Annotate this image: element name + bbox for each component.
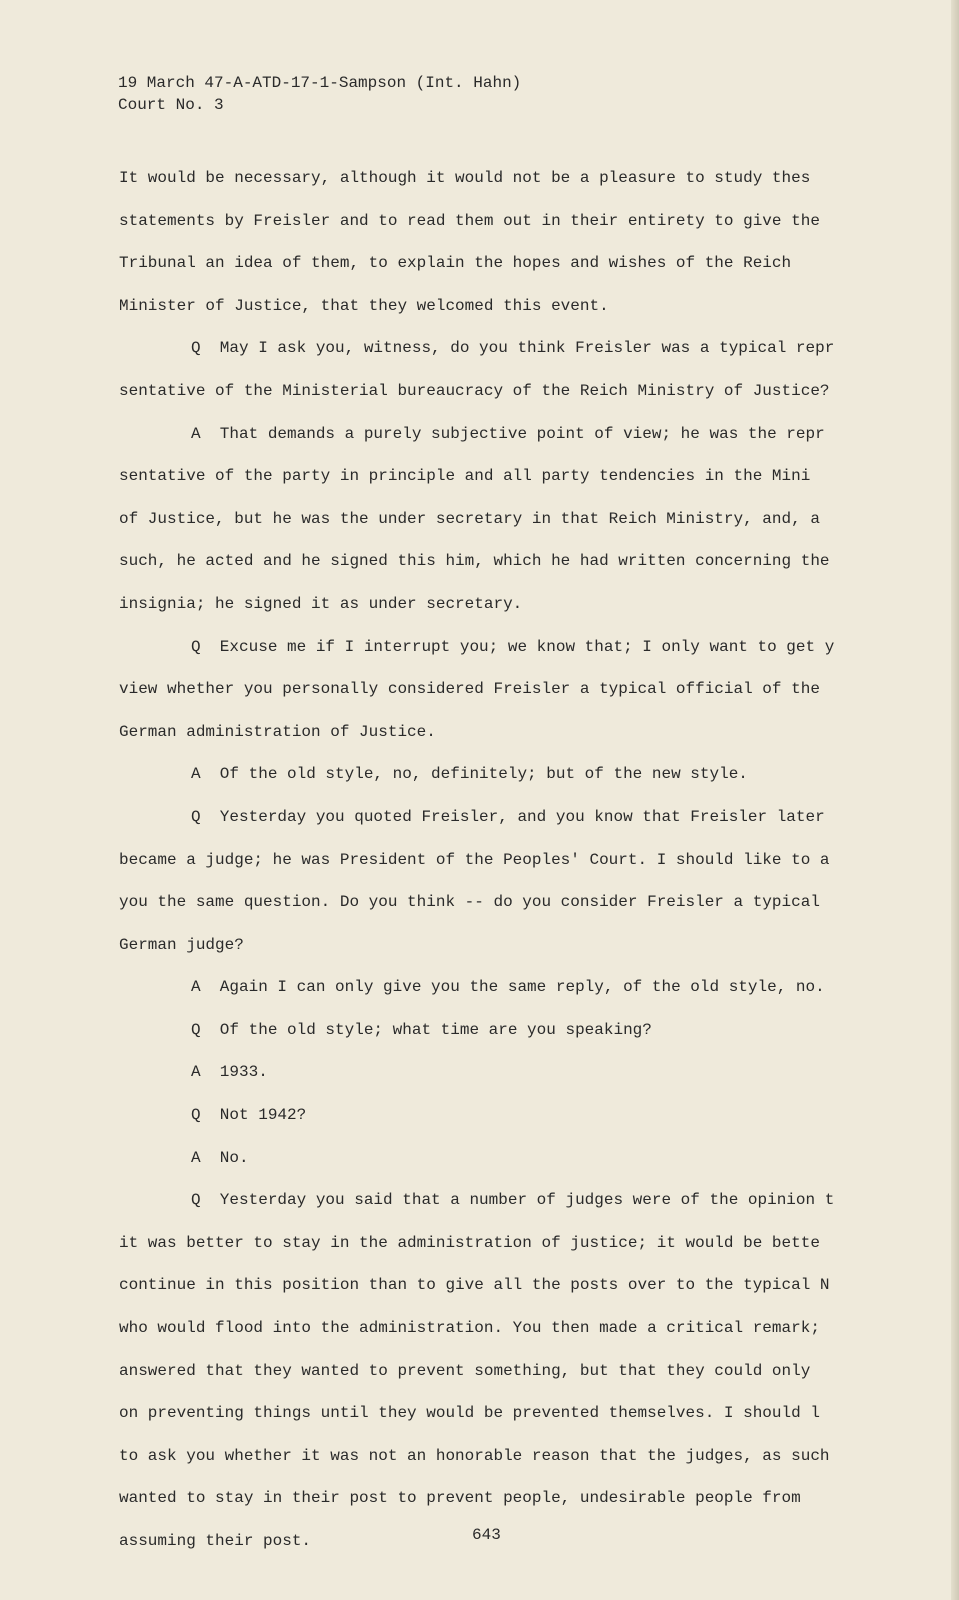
transcript-line: became a judge; he was President of the Peoples' Court. I should like to a [119, 850, 830, 869]
transcript-line: of Justice, but he was the under secretary in that Reich Ministry, and, a [119, 509, 820, 528]
transcript-line: Q Yesterday you quoted Freisler, and you know that Freisler later [191, 807, 825, 826]
transcript-line: German judge? [119, 935, 244, 954]
transcript-line: A No. [191, 1148, 249, 1167]
transcript-line: German administration of Justice. [119, 722, 436, 741]
transcript-line: insignia; he signed it as under secretary. [119, 594, 523, 613]
transcript-line: Q Not 1942? [191, 1106, 307, 1125]
transcript-line: Q Yesterday you said that a number of judges were of the opinion t [191, 1191, 835, 1210]
transcript-line: sentative of the party in principle and all party tendencies in the Mini [119, 467, 811, 486]
transcript-line: Tribunal an idea of them, to explain the hopes and wishes of the Reich [119, 254, 792, 273]
transcript-line: It would be necessary, although it would not be a pleasure to study thes [119, 169, 811, 187]
transcript-line: Q May I ask you, witness, do you think Freisler was a typical repr [191, 339, 835, 358]
transcript-line: A Of the old style, no, definitely; but of the new style. [191, 765, 748, 784]
transcript-line: you the same question. Do you think -- do you consider Freisler a typical [119, 893, 820, 912]
transcript-line: continue in this position than to give all the posts over to the typical N [119, 1276, 830, 1295]
transcript-line: Minister of Justice, that they welcomed this event. [119, 296, 609, 315]
transcript-line: such, he acted and he signed this him, which he had written concerning the [119, 552, 830, 571]
transcript-body [119, 163, 879, 1569]
document-header [118, 72, 521, 116]
header-reference-line: 19 March 47-A-ATD-17-1-Sampson (Int. Hahn) [118, 74, 522, 92]
transcript-line: sentative of the Ministerial bureaucracy of the Reich Ministry of Justice? [119, 381, 830, 400]
transcript-line: who would flood into the administration. You then made a critical remark; [119, 1319, 820, 1338]
transcript-line: to ask you whether it was not an honorable reason that the judges, as such [119, 1446, 830, 1465]
transcript-line: answered that they wanted to prevent something, but that they could only [119, 1361, 811, 1380]
transcript-line: A Again I can only give you the same reply, of the old style, no. [191, 978, 825, 997]
transcript-line: A That demands a purely subjective point of view; he was the repr [191, 424, 825, 443]
transcript-line: on preventing things until they would be prevented themselves. I should l [119, 1404, 820, 1423]
page-number: 643 [472, 1526, 501, 1544]
page-edge [951, 0, 959, 1600]
transcript-line: A 1933. [191, 1063, 268, 1082]
transcript-line: assuming their post. [119, 1532, 312, 1550]
transcript-line: wanted to stay in their post to prevent people, undesirable people from [119, 1489, 801, 1508]
transcript-line: Q Of the old style; what time are you speaking? [191, 1020, 652, 1039]
transcript-line: it was better to stay in the administration of justice; it would be bette [119, 1233, 820, 1252]
transcript-line: Q Excuse me if I interrupt you; we know that; I only want to get y [191, 637, 835, 656]
transcript-line: statements by Freisler and to read them out in their entirety to give the [119, 211, 820, 230]
transcript-line: view whether you personally considered Freisler a typical official of the [119, 680, 820, 699]
header-court-line: Court No. 3 [118, 96, 224, 114]
